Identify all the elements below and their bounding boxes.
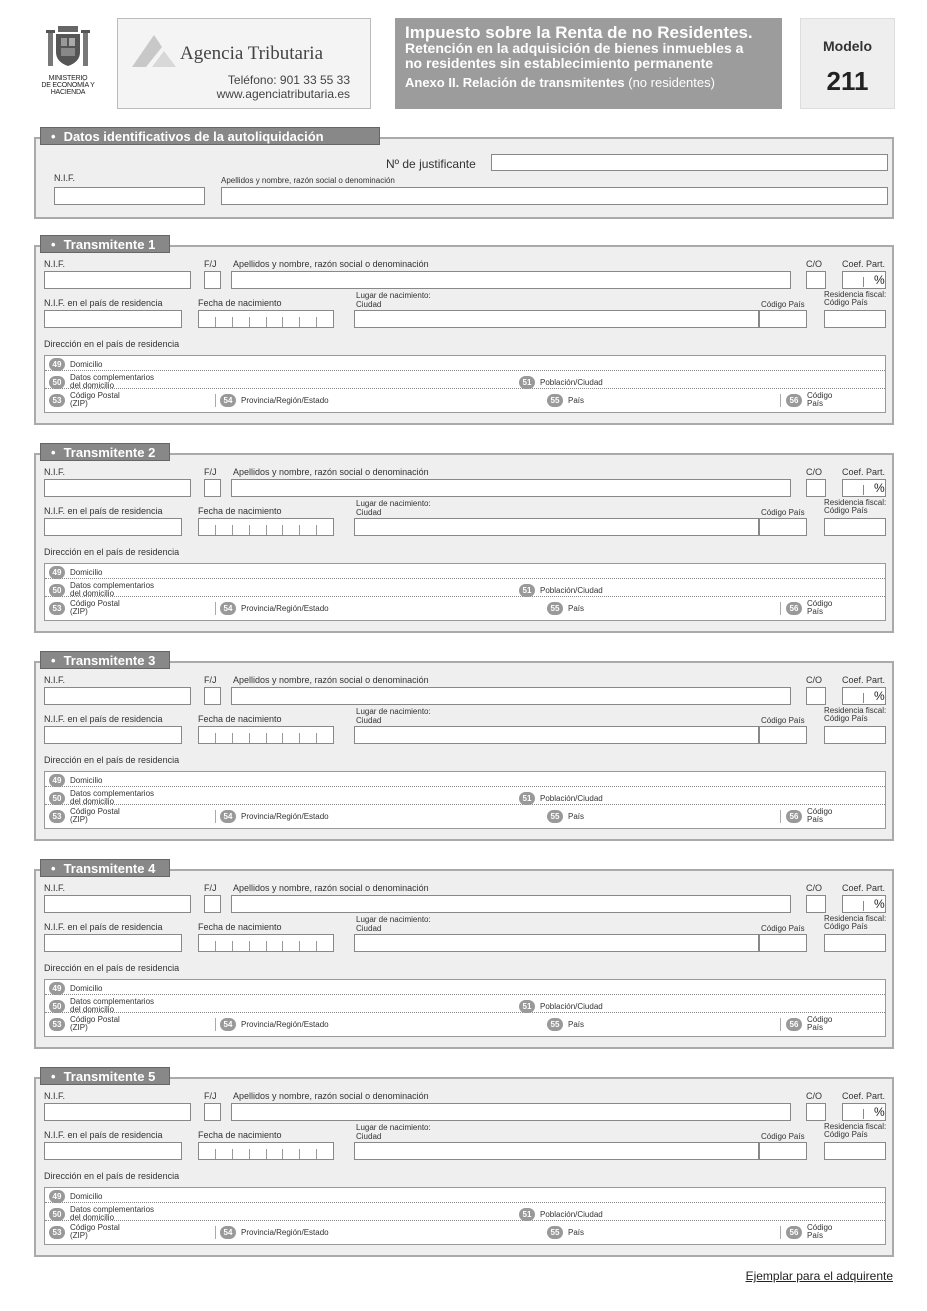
nif-res-label: N.I.F. en el país de residencia xyxy=(44,1130,163,1140)
nif-label: N.I.F. xyxy=(44,259,66,269)
field-number-badge: 50 xyxy=(49,584,65,597)
lugar-label: Lugar de nacimiento: xyxy=(356,707,431,716)
codpais-label: Código País xyxy=(761,716,805,725)
field-number-badge: 56 xyxy=(786,1018,802,1031)
address-block xyxy=(44,979,886,1037)
nif-input[interactable] xyxy=(44,479,191,497)
datos-comp-label: Datos complementarios xyxy=(70,997,155,1006)
transmitente-title xyxy=(40,651,170,669)
resfiscal-code-label: Código País xyxy=(824,506,868,515)
direccion-label: Dirección en el país de residencia xyxy=(44,547,180,557)
fecha-label: Fecha de nacimiento xyxy=(198,922,282,932)
field-number-badge: 50 xyxy=(49,376,65,389)
column-divider xyxy=(215,1018,216,1031)
justificante-label: Nº de justificante xyxy=(386,157,476,171)
field-number-badge: 53 xyxy=(49,394,65,407)
field-number-badge: 54 xyxy=(220,602,236,615)
pct-sign: % xyxy=(874,273,885,287)
address-block xyxy=(44,771,886,829)
coef-separator xyxy=(863,901,864,911)
codigo-label: Código xyxy=(807,391,833,400)
coef-label: Coef. Part. xyxy=(842,259,886,269)
bullet-icon: • xyxy=(51,129,56,144)
name-input[interactable] xyxy=(231,271,791,289)
codigo-label: Código xyxy=(807,1015,833,1024)
postal-row[interactable] xyxy=(45,1015,885,1032)
ciudad-input[interactable] xyxy=(354,934,759,952)
domicilio-label: Domicilio xyxy=(70,360,103,369)
bullet-icon: • xyxy=(51,445,56,460)
resfiscal-label: Residencia fiscal: xyxy=(824,498,887,507)
field-number-badge: 54 xyxy=(220,810,236,823)
resfiscal-input[interactable] xyxy=(824,1142,886,1160)
co-label: C/O xyxy=(806,259,823,269)
field-number-badge: 51 xyxy=(519,1000,535,1013)
coef-label: Coef. Part. xyxy=(842,1091,886,1101)
ciudad-input[interactable] xyxy=(354,726,759,744)
name-input[interactable] xyxy=(231,479,791,497)
fj-label: F/J xyxy=(204,1091,217,1101)
datos-comp-label: Datos complementarios xyxy=(70,581,155,590)
provincia-label: Provincia/Región/Estado xyxy=(241,1020,329,1029)
domicilio-row[interactable] xyxy=(45,566,885,579)
field-number-badge: 56 xyxy=(786,1226,802,1239)
transmitente-title xyxy=(40,443,170,461)
fecha-input[interactable] xyxy=(198,934,334,952)
field-number-badge: 55 xyxy=(547,1018,563,1031)
co-label: C/O xyxy=(806,1091,823,1101)
pais-label: País xyxy=(568,1228,585,1237)
fj-input[interactable] xyxy=(204,1103,221,1121)
datos-comp-label-2: del domicilio xyxy=(70,589,115,598)
pct-sign: % xyxy=(874,1105,885,1119)
co-input[interactable] xyxy=(806,479,826,497)
fecha-label: Fecha de nacimiento xyxy=(198,506,282,516)
address-block xyxy=(44,1187,886,1245)
cp-label-2: (ZIP) xyxy=(70,1023,88,1032)
justificante-input[interactable] xyxy=(491,154,888,171)
fj-input[interactable] xyxy=(204,895,221,913)
coat-of-arms-icon xyxy=(44,22,92,70)
postal-row[interactable] xyxy=(45,807,885,824)
co-input[interactable] xyxy=(806,1103,826,1121)
nif-res-input[interactable] xyxy=(44,934,182,952)
field-number-badge: 49 xyxy=(49,566,65,579)
ciudad-label: Ciudad xyxy=(356,300,382,309)
codigo-label: Código xyxy=(807,807,833,816)
datos-comp-label-2: del domicilio xyxy=(70,381,115,390)
cp-label-2: (ZIP) xyxy=(70,815,88,824)
ciudad-label: Ciudad xyxy=(356,716,382,725)
field-number-badge: 55 xyxy=(547,394,563,407)
codigo-label: Código xyxy=(807,599,833,608)
direccion-label: Dirección en el país de residencia xyxy=(44,963,180,973)
co-label: C/O xyxy=(806,467,823,477)
transmitente-title-text: Transmitente 4 xyxy=(63,861,156,876)
codpais-label: Código País xyxy=(761,300,805,309)
nif-input[interactable] xyxy=(44,1103,191,1121)
coef-separator xyxy=(863,485,864,495)
provincia-label: Provincia/Región/Estado xyxy=(241,396,329,405)
lugar-label: Lugar de nacimiento: xyxy=(356,291,431,300)
field-number-badge: 56 xyxy=(786,394,802,407)
pct-sign: % xyxy=(874,481,885,495)
column-divider xyxy=(215,1226,216,1239)
nif-res-input[interactable] xyxy=(44,726,182,744)
cp-label-2: (ZIP) xyxy=(70,607,88,616)
name-label: Apellidos y nombre, razón social o denominación xyxy=(233,259,429,269)
direccion-label: Dirección en el país de residencia xyxy=(44,1171,180,1181)
transmitente-title-text: Transmitente 2 xyxy=(63,445,156,460)
field-number-badge: 55 xyxy=(547,810,563,823)
resfiscal-input[interactable] xyxy=(824,934,886,952)
cp-label-2: (ZIP) xyxy=(70,399,88,408)
transmitente-panel xyxy=(34,453,894,633)
annex-title xyxy=(405,74,772,91)
resfiscal-input[interactable] xyxy=(824,310,886,328)
postal-row[interactable] xyxy=(45,599,885,616)
co-label: C/O xyxy=(806,883,823,893)
domicilio-label: Domicilio xyxy=(70,568,103,577)
title-line-3: no residentes sin establecimiento permanente xyxy=(405,55,714,71)
pct-sign: % xyxy=(874,689,885,703)
nif-res-label: N.I.F. en el país de residencia xyxy=(44,714,163,724)
column-divider xyxy=(215,602,216,615)
provincia-label: Provincia/Región/Estado xyxy=(241,604,329,613)
field-number-badge: 55 xyxy=(547,1226,563,1239)
cp-label: Código Postal xyxy=(70,1015,120,1024)
fecha-input[interactable] xyxy=(198,1142,334,1160)
modelo-box xyxy=(800,18,895,109)
coef-separator xyxy=(863,1109,864,1119)
codigo-label-2: País xyxy=(807,399,824,408)
datos-panel xyxy=(34,137,894,219)
ciudad-label: Ciudad xyxy=(356,924,382,933)
codigo-label-2: País xyxy=(807,815,824,824)
field-number-badge: 51 xyxy=(519,584,535,597)
field-number-badge: 51 xyxy=(519,792,535,805)
nif-input[interactable] xyxy=(44,687,191,705)
name-label: Apellidos y nombre, razón social o denominación xyxy=(233,467,429,477)
name-input[interactable] xyxy=(231,895,791,913)
cp-label-2: (ZIP) xyxy=(70,1231,88,1240)
transmitente-panel xyxy=(34,661,894,841)
field-number-badge: 49 xyxy=(49,1190,65,1203)
datos-comp-label-2: del domicilio xyxy=(70,1005,115,1014)
transmitente-title xyxy=(40,859,170,877)
address-block xyxy=(44,355,886,413)
modelo-label: Modelo xyxy=(823,38,872,54)
bullet-icon: • xyxy=(51,1069,56,1084)
field-number-badge: 56 xyxy=(786,810,802,823)
resfiscal-label: Residencia fiscal: xyxy=(824,1122,887,1131)
ciudad-input[interactable] xyxy=(354,310,759,328)
codigo-label-2: País xyxy=(807,607,824,616)
pais-label: País xyxy=(568,812,585,821)
datos-panel-title xyxy=(40,127,380,145)
lugar-label: Lugar de nacimiento: xyxy=(356,1123,431,1132)
nif-label: N.I.F. xyxy=(44,883,66,893)
codigo-label-2: País xyxy=(807,1231,824,1240)
codigo-label-2: País xyxy=(807,1023,824,1032)
agency-logo-icon xyxy=(128,27,180,77)
transmitente-title-text: Transmitente 1 xyxy=(63,237,156,252)
domicilio-label: Domicilio xyxy=(70,984,103,993)
nif-input[interactable] xyxy=(44,271,191,289)
bullet-icon: • xyxy=(51,237,56,252)
coef-separator xyxy=(863,277,864,287)
codpais-input[interactable] xyxy=(759,726,807,744)
transmitente-panel xyxy=(34,1077,894,1257)
column-divider xyxy=(780,1018,781,1031)
datos-comp-row[interactable] xyxy=(45,373,885,390)
ministry-logo xyxy=(36,22,100,102)
agency-phone: Teléfono: 901 33 55 33 xyxy=(227,73,350,87)
ministry-line: MINISTERIO xyxy=(48,75,88,82)
nif-res-input[interactable] xyxy=(44,518,182,536)
bullet-icon: • xyxy=(51,653,56,668)
codpais-input[interactable] xyxy=(759,310,807,328)
form-title xyxy=(395,18,782,109)
co-input[interactable] xyxy=(806,271,826,289)
codpais-input[interactable] xyxy=(759,934,807,952)
field-number-badge: 53 xyxy=(49,602,65,615)
field-number-badge: 49 xyxy=(49,774,65,787)
postal-row[interactable] xyxy=(45,1223,885,1240)
datos-comp-label-2: del domicilio xyxy=(70,1213,115,1222)
nif-res-input[interactable] xyxy=(44,310,182,328)
nif-label: N.I.F. xyxy=(44,1091,66,1101)
transmitente-title-text: Transmitente 5 xyxy=(63,1069,156,1084)
domicilio-row[interactable] xyxy=(45,982,885,995)
direccion-label: Dirección en el país de residencia xyxy=(44,755,180,765)
resfiscal-label: Residencia fiscal: xyxy=(824,290,887,299)
resfiscal-input[interactable] xyxy=(824,726,886,744)
cp-label: Código Postal xyxy=(70,599,120,608)
codpais-input[interactable] xyxy=(759,1142,807,1160)
field-number-badge: 56 xyxy=(786,602,802,615)
datos-title-text: Datos identificativos de la autoliquidación xyxy=(63,129,324,144)
fecha-input[interactable] xyxy=(198,310,334,328)
fj-input[interactable] xyxy=(204,479,221,497)
bullet-icon: • xyxy=(51,861,56,876)
name-label: Apellidos y nombre, razón social o denominación xyxy=(233,883,429,893)
field-number-badge: 54 xyxy=(220,1226,236,1239)
agency-name: Agencia Tributaria xyxy=(180,43,324,64)
poblacion-label: Población/Ciudad xyxy=(540,586,603,595)
fecha-input[interactable] xyxy=(198,518,334,536)
field-number-badge: 54 xyxy=(220,394,236,407)
codpais-label: Código País xyxy=(761,924,805,933)
datos-name-input[interactable] xyxy=(221,187,888,205)
resfiscal-code-label: Código País xyxy=(824,298,868,307)
pais-label: País xyxy=(568,396,585,405)
nif-label: N.I.F. xyxy=(44,675,66,685)
field-number-badge: 51 xyxy=(519,376,535,389)
codpais-label: Código País xyxy=(761,1132,805,1141)
poblacion-label: Población/Ciudad xyxy=(540,378,603,387)
column-divider xyxy=(215,810,216,823)
ciudad-label: Ciudad xyxy=(356,1132,382,1141)
fj-input[interactable] xyxy=(204,271,221,289)
domicilio-label: Domicilio xyxy=(70,1192,103,1201)
name-input[interactable] xyxy=(231,1103,791,1121)
column-divider xyxy=(780,602,781,615)
coef-label: Coef. Part. xyxy=(842,883,886,893)
domicilio-row[interactable] xyxy=(45,774,885,787)
field-number-badge: 49 xyxy=(49,358,65,371)
datos-comp-label: Datos complementarios xyxy=(70,1205,155,1214)
codigo-label: Código xyxy=(807,1223,833,1232)
ministry-line: HACIENDA xyxy=(50,89,86,96)
agency-web: www.agenciatributaria.es xyxy=(216,87,350,101)
title-line-1: Impuesto sobre la Renta de no Residentes. xyxy=(405,23,753,42)
datos-comp-row[interactable] xyxy=(45,1205,885,1222)
resfiscal-input[interactable] xyxy=(824,518,886,536)
codpais-input[interactable] xyxy=(759,518,807,536)
transmitente-panel xyxy=(34,245,894,425)
nif-res-label: N.I.F. en el país de residencia xyxy=(44,922,163,932)
column-divider xyxy=(215,394,216,407)
field-number-badge: 53 xyxy=(49,810,65,823)
pais-label: País xyxy=(568,1020,585,1029)
transmitente-title-text: Transmitente 3 xyxy=(63,653,156,668)
datos-comp-row[interactable] xyxy=(45,997,885,1014)
datos-comp-label-2: del domicilio xyxy=(70,797,115,806)
coef-label: Coef. Part. xyxy=(842,675,886,685)
fecha-label: Fecha de nacimiento xyxy=(198,298,282,308)
ciudad-input[interactable] xyxy=(354,1142,759,1160)
provincia-label: Provincia/Región/Estado xyxy=(241,812,329,821)
resfiscal-code-label: Código País xyxy=(824,1130,868,1139)
domicilio-label: Domicilio xyxy=(70,776,103,785)
transmitente-title xyxy=(40,1067,170,1085)
lugar-label: Lugar de nacimiento: xyxy=(356,499,431,508)
pct-sign: % xyxy=(874,897,885,911)
field-number-badge: 51 xyxy=(519,1208,535,1221)
field-number-badge: 55 xyxy=(547,602,563,615)
lugar-label: Lugar de nacimiento: xyxy=(356,915,431,924)
column-divider xyxy=(780,810,781,823)
poblacion-label: Población/Ciudad xyxy=(540,1210,603,1219)
ministry-line: DE ECONOMÍA Y xyxy=(41,82,95,89)
datos-nif-input[interactable] xyxy=(54,187,205,205)
name-input[interactable] xyxy=(231,687,791,705)
fj-label: F/J xyxy=(204,883,217,893)
transmitente-title xyxy=(40,235,170,253)
nif-res-label: N.I.F. en el país de residencia xyxy=(44,298,163,308)
co-input[interactable] xyxy=(806,895,826,913)
column-divider xyxy=(780,394,781,407)
resfiscal-label: Residencia fiscal: xyxy=(824,706,887,715)
field-number-badge: 53 xyxy=(49,1018,65,1031)
nif-input[interactable] xyxy=(44,895,191,913)
field-number-badge: 49 xyxy=(49,982,65,995)
poblacion-label: Población/Ciudad xyxy=(540,1002,603,1011)
fj-label: F/J xyxy=(204,675,217,685)
datos-comp-label: Datos complementarios xyxy=(70,373,155,382)
pais-label: País xyxy=(568,604,585,613)
cp-label: Código Postal xyxy=(70,807,120,816)
datos-name-label: Apellidos y nombre, razón social o denominación xyxy=(221,176,395,185)
codpais-label: Código País xyxy=(761,508,805,517)
coef-label: Coef. Part. xyxy=(842,467,886,477)
fj-input[interactable] xyxy=(204,687,221,705)
field-number-badge: 50 xyxy=(49,792,65,805)
datos-comp-row[interactable] xyxy=(45,581,885,598)
transmitente-panel xyxy=(34,869,894,1049)
agency-box xyxy=(117,18,371,109)
address-block xyxy=(44,563,886,621)
field-number-badge: 50 xyxy=(49,1000,65,1013)
postal-row[interactable] xyxy=(45,391,885,408)
cp-label: Código Postal xyxy=(70,391,120,400)
nif-label: N.I.F. xyxy=(44,467,66,477)
provincia-label: Provincia/Región/Estado xyxy=(241,1228,329,1237)
cp-label: Código Postal xyxy=(70,1223,120,1232)
modelo-number: 211 xyxy=(826,66,869,96)
nif-res-input[interactable] xyxy=(44,1142,182,1160)
fecha-label: Fecha de nacimiento xyxy=(198,1130,282,1140)
datos-comp-row[interactable] xyxy=(45,789,885,806)
fj-label: F/J xyxy=(204,259,217,269)
ciudad-input[interactable] xyxy=(354,518,759,536)
coef-separator xyxy=(863,693,864,703)
annex-label: Anexo II. Relación de transmitentes xyxy=(405,75,625,90)
co-input[interactable] xyxy=(806,687,826,705)
field-number-badge: 53 xyxy=(49,1226,65,1239)
field-number-badge: 50 xyxy=(49,1208,65,1221)
fj-label: F/J xyxy=(204,467,217,477)
field-number-badge: 54 xyxy=(220,1018,236,1031)
footer-note: Ejemplar para el adquirente xyxy=(745,1269,893,1283)
name-label: Apellidos y nombre, razón social o denominación xyxy=(233,675,429,685)
name-label: Apellidos y nombre, razón social o denominación xyxy=(233,1091,429,1101)
column-divider xyxy=(780,1226,781,1239)
fecha-input[interactable] xyxy=(198,726,334,744)
title-line-2: Retención en la adquisición de bienes inmuebles a xyxy=(405,40,744,56)
datos-nif-label: N.I.F. xyxy=(54,173,76,183)
direccion-label: Dirección en el país de residencia xyxy=(44,339,180,349)
resfiscal-code-label: Código País xyxy=(824,922,868,931)
datos-comp-label: Datos complementarios xyxy=(70,789,155,798)
fecha-label: Fecha de nacimiento xyxy=(198,714,282,724)
annex-note: (no residentes) xyxy=(628,75,715,90)
domicilio-row[interactable] xyxy=(45,358,885,371)
resfiscal-label: Residencia fiscal: xyxy=(824,914,887,923)
ciudad-label: Ciudad xyxy=(356,508,382,517)
resfiscal-code-label: Código País xyxy=(824,714,868,723)
co-label: C/O xyxy=(806,675,823,685)
nif-res-label: N.I.F. en el país de residencia xyxy=(44,506,163,516)
poblacion-label: Población/Ciudad xyxy=(540,794,603,803)
domicilio-row[interactable] xyxy=(45,1190,885,1203)
agency-contact xyxy=(217,73,350,101)
